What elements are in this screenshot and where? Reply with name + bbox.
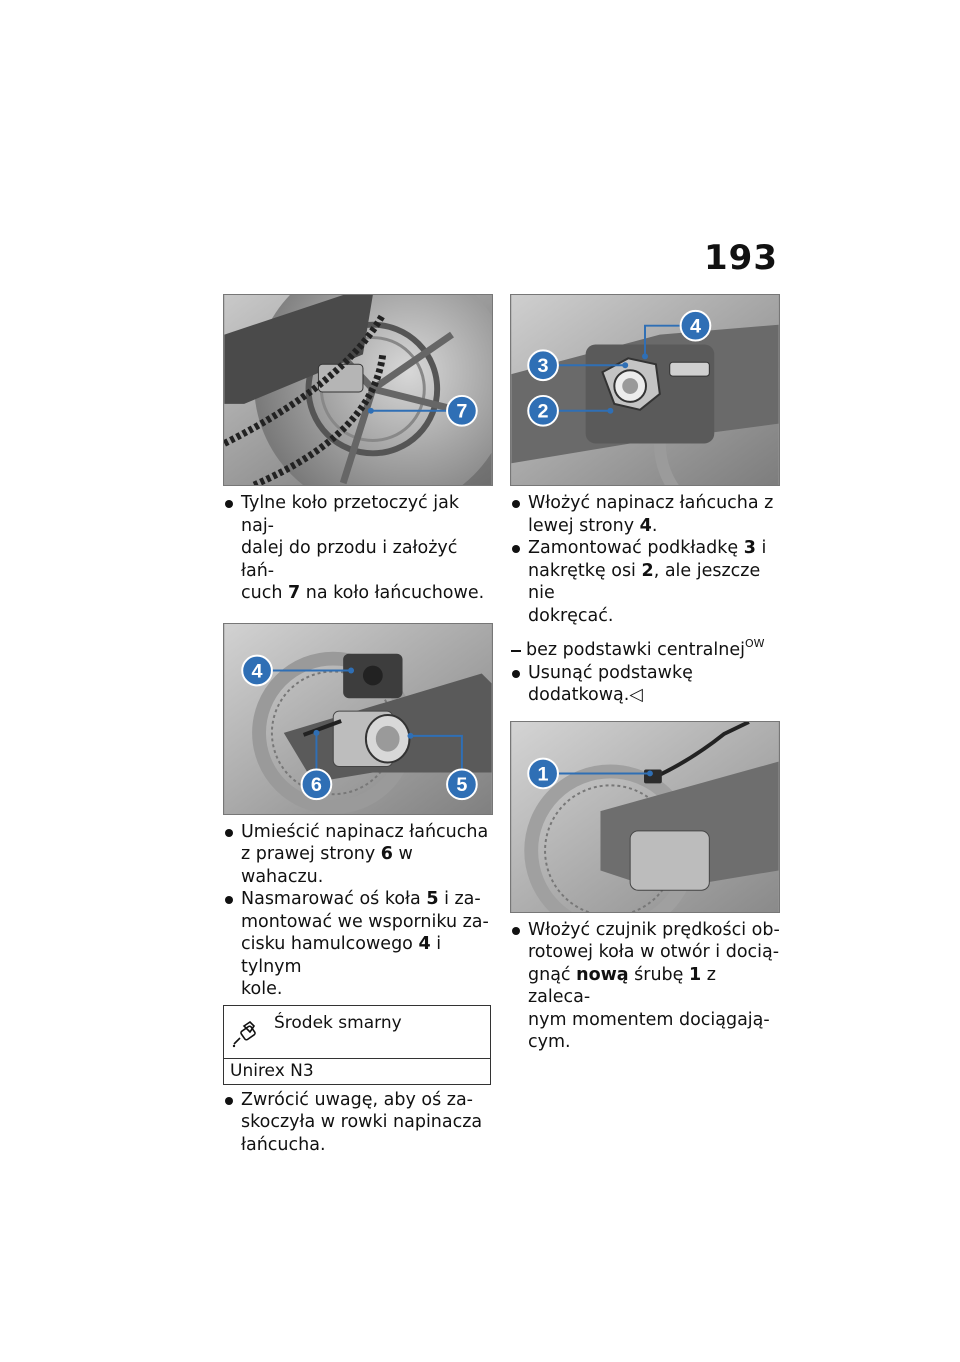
figure-rear-wheel-chain xyxy=(223,294,493,486)
step-mount-washer-nut: Zamontować podkładkę 3 i nakrętkę osi 2, ale jeszcze nie dokręcać. xyxy=(510,537,780,627)
section-end-mark: ◁ xyxy=(629,685,643,705)
figure-chain-tensioner-right xyxy=(223,623,493,815)
figure-chain-tensioner-left xyxy=(510,294,780,486)
step-insert-tensioner-left: Włożyć napinacz łańcucha z lewej strony 4. xyxy=(510,492,780,537)
callout-2-label: 2 xyxy=(537,400,549,423)
lubricant-value: Unirex N3 xyxy=(230,1060,314,1081)
callout-1-label: 1 xyxy=(537,762,549,785)
callout-3-label: 3 xyxy=(537,355,549,378)
lubricant-box xyxy=(223,1005,491,1085)
figure-speed-sensor xyxy=(510,721,780,913)
step-insert-speed-sensor: Włożyć czujnik prędkości ob- rotowej koła w otwór i docią- gnąć nową śrubę 1 z zaleca- nym momentem dociągają- cym. xyxy=(510,919,780,1054)
lubricant-label: Środek smarny xyxy=(274,1012,402,1033)
callout-4-label: 4 xyxy=(251,659,263,682)
step-roll-wheel: Tylne koło przetoczyć jak naj- dalej do przodu i założyć łań- cuch 7 na koło łańcuchowe. xyxy=(223,492,493,605)
step-lubricate-axle: Nasmarować oś koła 5 i za- montować we wsporniku za- cisku hamulcowego 4 i tylnym kole. xyxy=(223,888,493,1001)
left-column xyxy=(223,294,493,1156)
right-column xyxy=(510,294,780,1054)
condition-no-center-stand: bez podstawki centralnej$^{OW}$ xyxy=(510,639,780,662)
step-check-axle-grooves: Zwrócić uwagę, aby oś za- skoczyła w rowki napinacza łańcucha. xyxy=(223,1089,493,1157)
callout-5-label: 5 xyxy=(456,773,468,796)
oil-can-icon xyxy=(232,1020,262,1048)
step-place-tensioner: Umieścić napinacz łańcucha z prawej strony 6 w wahaczu. xyxy=(223,821,493,889)
page-number: 193 xyxy=(704,238,778,278)
lubricant-header xyxy=(224,1006,490,1059)
callout-4-label: 4 xyxy=(689,315,701,338)
callout-6-label: 6 xyxy=(310,773,322,796)
step-remove-aux-stand: Usunąć podstawkę dodatkową.◁ xyxy=(510,662,780,707)
callout-7-label: 7 xyxy=(456,400,468,423)
